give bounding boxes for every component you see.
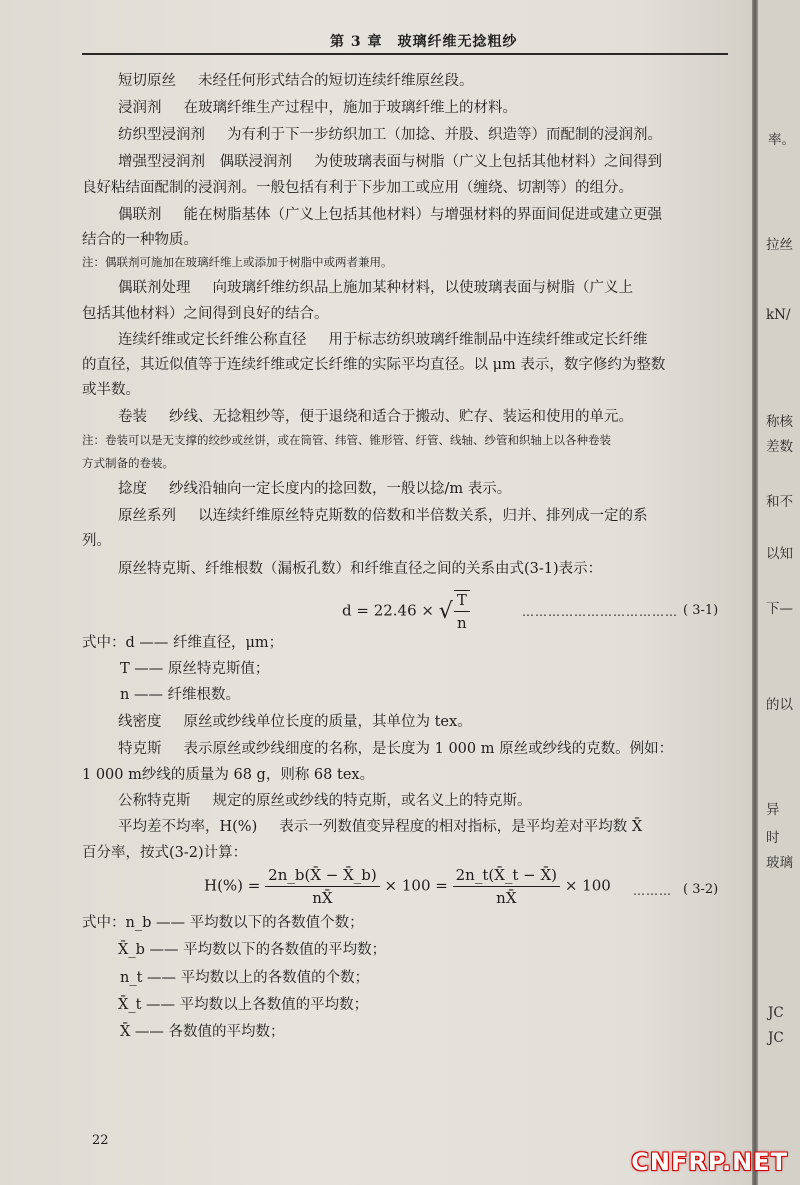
term: 短切原丝 bbox=[118, 73, 176, 89]
term: 特克斯 bbox=[118, 741, 162, 757]
adjacent-page-text: 玻璃 bbox=[766, 855, 793, 871]
site-watermark: CNFRP.NET bbox=[631, 1148, 788, 1176]
term: 偶联剂 bbox=[118, 207, 162, 223]
term: 平均差不均率，H(%) bbox=[118, 819, 258, 835]
adjacent-page-text: kN/ bbox=[766, 307, 791, 323]
definition-line: 连续纤维或定长纤维公称直径 用于标志纺织玻璃纤维制品中连续纤维或定长纤维 bbox=[118, 332, 648, 348]
text-line: 列。 bbox=[82, 533, 111, 549]
text-line: 良好粘结面配制的浸润剂。一般包括有利于下步加工或应用（缠绕、切割等）的组分。 bbox=[82, 180, 633, 196]
definition-line: 浸润剂 在玻璃纤维生产过程中，施加于玻璃纤维上的材料。 bbox=[118, 100, 517, 116]
definition-line: 原丝系列 以连续纤维原丝特克斯数的倍数和半倍数关系，归并、排列成一定的系 bbox=[118, 508, 648, 524]
note-line: 注：偶联剂可施加在玻璃纤维上或添加于树脂中或两者兼用。 bbox=[82, 255, 393, 269]
term: 连续纤维或定长纤维公称直径 bbox=[118, 332, 307, 348]
adjacent-page-text: JC bbox=[768, 1005, 784, 1021]
term: 纺织型浸润剂 bbox=[118, 127, 205, 143]
header-rule bbox=[82, 53, 728, 55]
definition-line: 捻度 纱线沿轴向一定长度内的捻回数，一般以捻/m 表示。 bbox=[118, 481, 512, 497]
adjacent-page-text: 拉丝 bbox=[766, 237, 793, 253]
term: 浸润剂 bbox=[118, 100, 162, 116]
definition-line: 公称特克斯 规定的原丝或纱线的特克斯，或名义上的特克斯。 bbox=[118, 793, 532, 809]
formula-leader-dots: ……………………………… bbox=[522, 605, 678, 619]
sqrt-sign: √ bbox=[438, 599, 453, 624]
adjacent-page-text: 下— bbox=[766, 601, 793, 617]
text-line: 1 000 m纱线的质量为 68 g，则称 68 tex。 bbox=[82, 767, 375, 783]
formula-lhs: d = 22.46 × bbox=[342, 601, 434, 620]
formula-3-1 bbox=[342, 590, 470, 632]
term: 原丝系列 bbox=[118, 508, 176, 524]
definition-line: 纺织型浸润剂 为有利于下一步纺织加工（加捻、并股、织造等）而配制的浸润剂。 bbox=[118, 127, 662, 143]
definition-line: 偶联剂处理 向玻璃纤维纺织品上施加某种材料，以使玻璃表面与树脂（广义上 bbox=[118, 280, 633, 296]
page-number: 22 bbox=[92, 1133, 109, 1148]
adjacent-page-text: 时 bbox=[766, 830, 780, 846]
note-line: 方式制备的卷装。 bbox=[82, 456, 174, 470]
where-line: n_t —— 平均数以上的各数值的个数； bbox=[120, 970, 370, 986]
equation-number: ( 3-1) bbox=[683, 603, 719, 618]
text-line: 原丝特克斯、纤维根数（漏板孔数）和纤维直径之间的关系由式(3-1)表示： bbox=[118, 561, 603, 577]
adjacent-page-text: JC bbox=[768, 1030, 784, 1046]
adjacent-page-text: 以知 bbox=[766, 546, 793, 562]
term: 增强型浸润剂 偶联浸润剂 bbox=[118, 154, 292, 170]
where-line: 式中：n_b —— 平均数以下的各数值个数； bbox=[82, 915, 364, 931]
where-line: X̄ —— 各数值的平均数； bbox=[120, 1024, 285, 1040]
definition-line: 增强型浸润剂 偶联浸润剂 为使玻璃表面与树脂（广义上包括其他材料）之间得到 bbox=[118, 154, 662, 170]
formula-lhs: H(%) = bbox=[204, 876, 261, 895]
term: 线密度 bbox=[118, 714, 162, 730]
where-line: X̄_b —— 平均数以下的各数值的平均数； bbox=[118, 942, 387, 958]
note-line: 注：卷装可以是无支撑的绞纱或丝饼，或在筒管、纬管、锥形管、纡管、线轴、纱管和织轴上以各种卷装 bbox=[82, 433, 611, 447]
adjacent-page-text: 异 bbox=[766, 802, 780, 818]
where-line: 式中：d —— 纤维直径，μm； bbox=[82, 635, 284, 651]
where-line: n —— 纤维根数。 bbox=[120, 687, 241, 703]
adjacent-page-text: 称核 bbox=[766, 414, 793, 430]
where-line: T —— 原丝特克斯值； bbox=[120, 661, 270, 677]
adjacent-page-text: 率。 bbox=[768, 132, 795, 148]
definition-line: 卷装 纱线、无捻粗纱等，便于退绕和适合于搬动、贮存、装运和使用的单元。 bbox=[118, 409, 633, 425]
formula-3-2 bbox=[204, 866, 611, 907]
term: 卷装 bbox=[118, 409, 147, 425]
sqrt-fraction: $\frac{T}{n}$ bbox=[454, 591, 470, 632]
text-line: 或半数。 bbox=[82, 382, 140, 398]
text-line: 结合的一种物质。 bbox=[82, 232, 198, 248]
fraction-1: $\frac{2n\_b(X̄ - X̄\_b)}{nX̄}$ bbox=[265, 866, 380, 907]
definition-line: 线密度 原丝或纱线单位长度的质量，其单位为 tex。 bbox=[118, 714, 472, 730]
definition-line: 平均差不均率，H(%) 表示一列数值变异程度的相对指标，是平均差对平均数 X̄ bbox=[118, 819, 643, 835]
adjacent-page-text: 的以 bbox=[766, 697, 793, 713]
formula-tail: × 100 bbox=[564, 876, 611, 895]
adjacent-page-text: 差数 bbox=[766, 439, 793, 455]
running-header: 第 3 章 玻璃纤维无捻粗纱 bbox=[330, 34, 518, 50]
fraction-2: $\frac{2n\_t(X̄\_t - X̄)}{nX̄}$ bbox=[453, 866, 560, 907]
term: 公称特克斯 bbox=[118, 793, 191, 809]
text-line: 的直径，其近似值等于连续纤维或定长纤维的实际平均直径。以 μm 表示，数字修约为整数 bbox=[82, 357, 666, 373]
text-line: 百分率，按式(3-2)计算： bbox=[82, 845, 248, 861]
adjacent-page-text: 和不 bbox=[766, 494, 793, 510]
definition-line: 特克斯 表示原丝或纱线细度的名称，是长度为 1 000 m 原丝或纱线的克数。例如： bbox=[118, 741, 674, 757]
text-line: 包括其他材料）之间得到良好的结合。 bbox=[82, 306, 329, 322]
definition-line: 短切原丝 未经任何形式结合的短切连续纤维原丝段。 bbox=[118, 73, 474, 89]
definition-line: 偶联剂 能在树脂基体（广义上包括其他材料）与增强材料的界面间促进或建立更强 bbox=[118, 207, 662, 223]
equation-number: ( 3-2) bbox=[683, 882, 719, 897]
where-line: X̄_t —— 平均数以上各数值的平均数； bbox=[118, 997, 369, 1013]
term: 偶联剂处理 bbox=[118, 280, 191, 296]
formula-leader-dots: ……… bbox=[633, 884, 672, 898]
term: 捻度 bbox=[118, 481, 147, 497]
formula-mid: × 100 = bbox=[384, 876, 448, 895]
